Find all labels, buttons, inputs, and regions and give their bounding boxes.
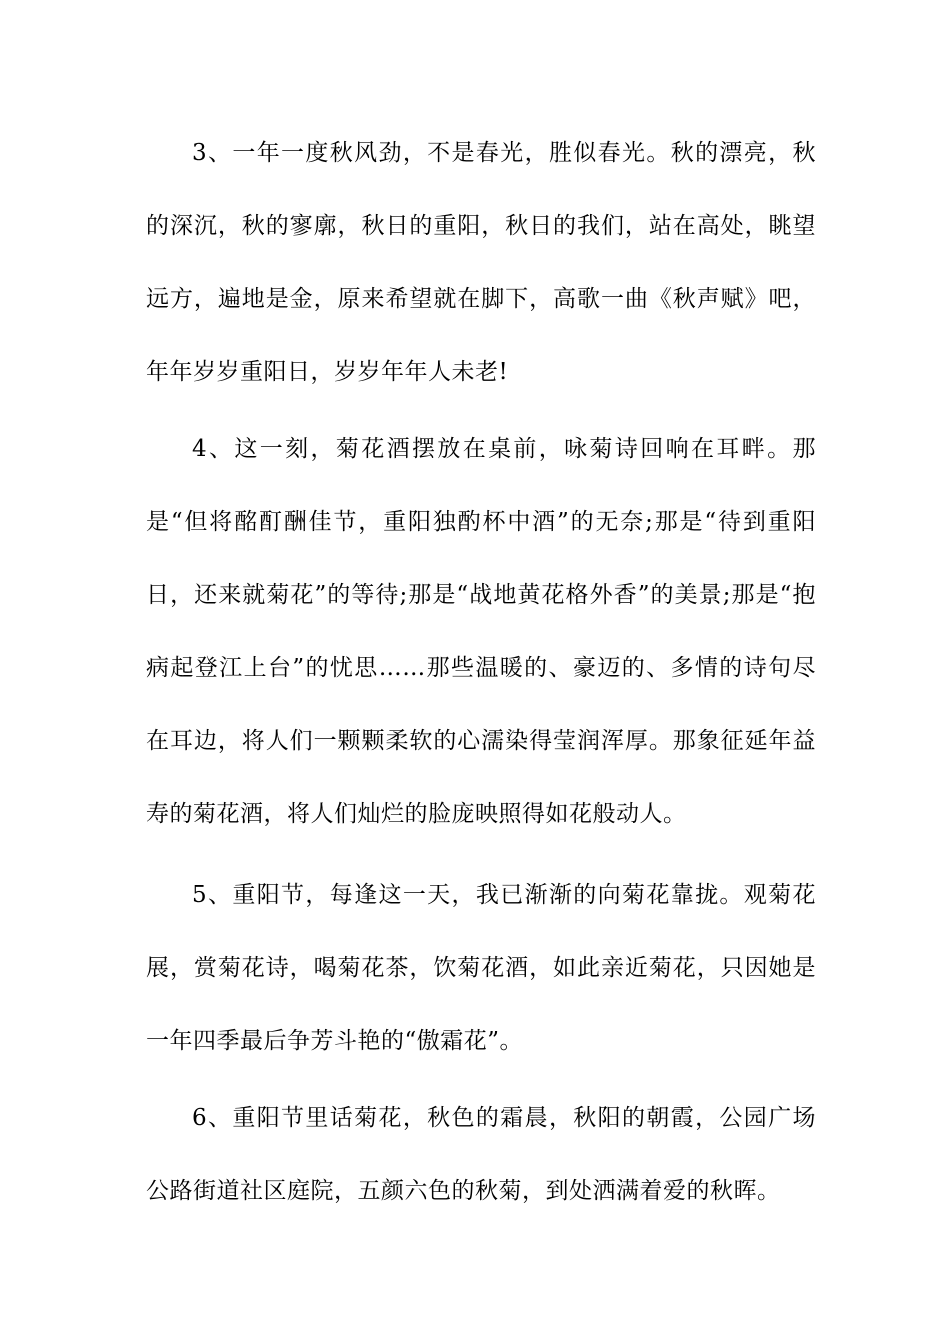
- paragraph-3: 3、一年一度秋风劲，不是春光，胜似春光。秋的漂亮，秋的深沉，秋的寥廓，秋日的重阳，秋日的我们，站在高处，眺望远方，遍地是金，原来希望就在脚下，高歌一曲《秋声赋》吧，年年岁岁重阳日，岁岁年年人未老!: [146, 140, 816, 385]
- paragraph-5: 5、重阳节，每逢这一天，我已渐渐的向菊花靠拢。观菊花展，赏菊花诗，喝菊花茶，饮菊花酒，如此亲近菊花，只因她是一年四季最后争芳斗艳的“傲霜花”。: [146, 882, 816, 1054]
- paragraph-6: 6、重阳节里话菊花，秋色的霜晨，秋阳的朝霞，公园广场公路街道社区庭院，五颜六色的秋菊，到处洒满着爱的秋晖。: [146, 1105, 816, 1204]
- paragraph-4: 4、这一刻，菊花酒摆放在桌前，咏菊诗回响在耳畔。那是“但将酩酊酬佳节，重阳独酌杯中酒”的无奈;那是“待到重阳日，还来就菊花”的等待;那是“战地黄花格外香”的美景;那是“抱病起登江上台”的忧思……那些温暖的、豪迈的、多情的诗句尽在耳边，将人们一颗颗柔软的心濡染得莹润浑厚。那象征延年益寿的菊花酒，将人们灿烂的脸庞映照得如花般动人。: [146, 436, 816, 827]
